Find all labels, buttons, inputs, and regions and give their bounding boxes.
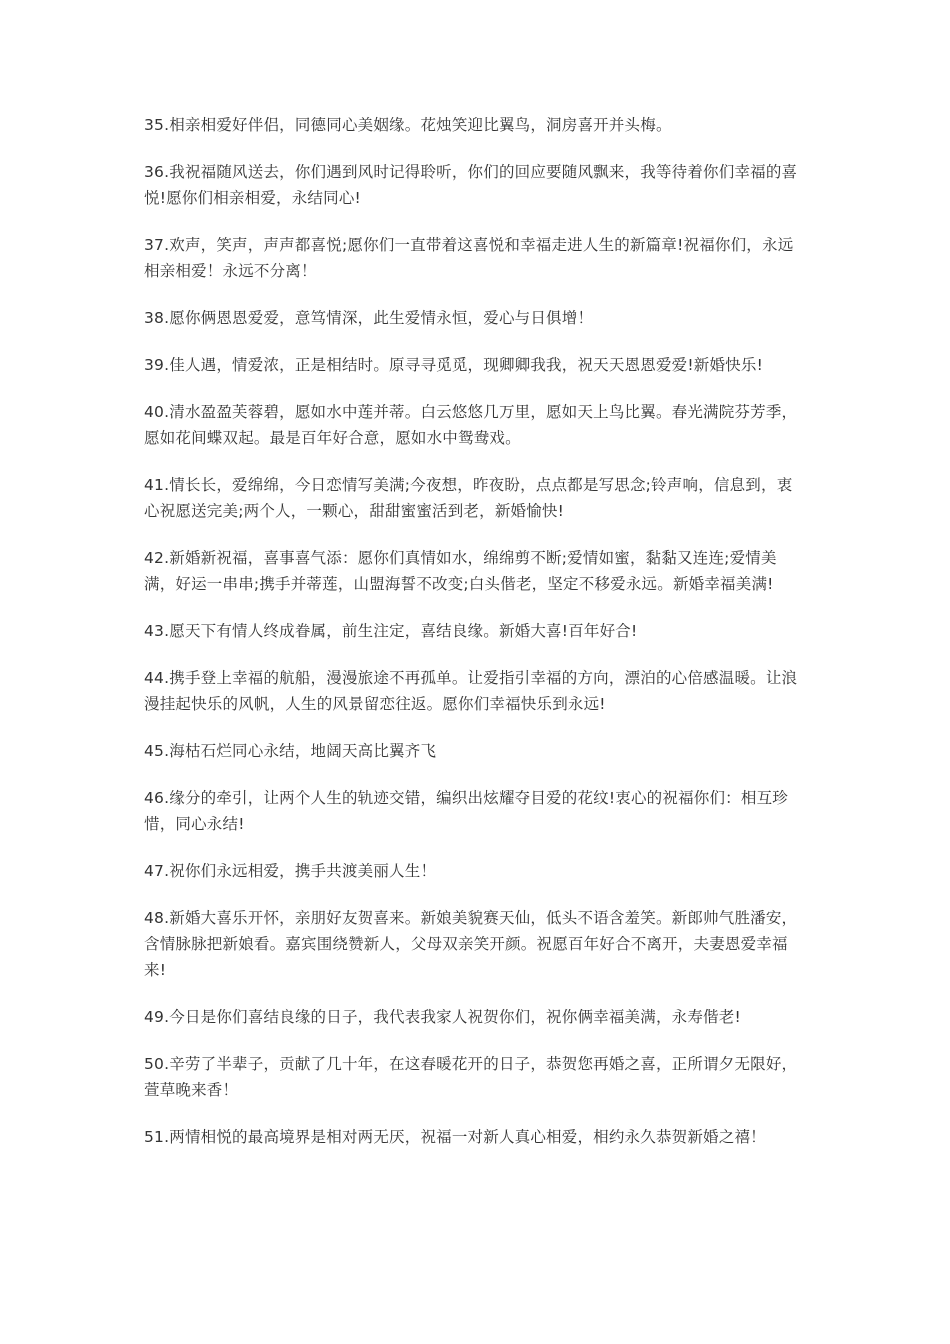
paragraph-51: 51.两情相悦的最高境界是相对两无厌，祝福一对新人真心相爱，相约永久恭贺新婚之禧！ [144, 1128, 766, 1146]
paragraph-40: 40.清水盈盈芙蓉碧，愿如水中莲并蒂。白云悠悠几万里，愿如天上鸟比翼。春光满院芬芳季，愿如花间蝶双起。最是百年好合意，愿如水中鸳鸯戏。 [144, 403, 798, 447]
paragraph-39: 39.佳人遇，情爱浓，正是相结时。原寻寻觅觅，现卿卿我我，祝天天恩恩爱爱!新婚快乐! [144, 356, 763, 374]
paragraph-41: 41.情长长，爱绵绵，今日恋情写美满;今夜想，昨夜盼，点点都是写思念;铃声响，信息到，衷心祝愿送完美;两个人，一颗心，甜甜蜜蜜活到老，新婚愉快! [144, 476, 793, 520]
paragraph-45: 45.海枯石烂同心永结，地阔天高比翼齐飞 [144, 742, 437, 760]
paragraph-46: 46.缘分的牵引，让两个人生的轨迹交错，编织出炫耀夺目爱的花纹!衷心的祝福你们：相互珍惜，同心永结! [144, 789, 788, 833]
paragraph-48: 48.新婚大喜乐开怀，亲朋好友贺喜来。新娘美貌赛天仙，低头不语含羞笑。新郎帅气胜潘安，含情脉脉把新娘看。嘉宾围绕赞新人，父母双亲笑开颜。祝愿百年好合不离开，夫妻恩爱幸福来! [144, 909, 798, 979]
document-body [144, 112, 806, 1171]
paragraph-43: 43.愿天下有情人终成眷属，前生注定，喜结良缘。新婚大喜!百年好合! [144, 622, 638, 640]
paragraph-44: 44.携手登上幸福的航船，漫漫旅途不再孤单。让爱指引幸福的方向，漂泊的心倍感温暖。让浪漫挂起快乐的风帆，人生的风景留恋往返。愿你们幸福快乐到永远! [144, 669, 798, 713]
paragraph-49: 49.今日是你们喜结良缘的日子，我代表我家人祝贺你们，祝你俩幸福美满，永寿偕老! [144, 1008, 741, 1026]
paragraph-42: 42.新婚新祝福，喜事喜气添：愿你们真情如水，绵绵剪不断;爱情如蜜，黏黏又连连;爱情美满，好运一串串;携手并蒂莲，山盟海誓不改变;白头偕老，坚定不移爱永远。新婚幸福美满! [144, 549, 777, 593]
paragraph-37: 37.欢声，笑声，声声都喜悦;愿你们一直带着这喜悦和幸福走进人生的新篇章!祝福你们，永远相亲相爱！永远不分离！ [144, 236, 794, 280]
paragraph-47: 47.祝你们永远相爱，携手共渡美丽人生！ [144, 862, 437, 880]
paragraph-38: 38.愿你俩恩恩爱爱，意笃情深，此生爱情永恒，爱心与日俱增！ [144, 309, 594, 327]
paragraph-35: 35.相亲相爱好伴侣，同德同心美姻缘。花烛笑迎比翼鸟，洞房喜开并头梅。 [144, 116, 672, 134]
paragraph-36: 36.我祝福随风送去，你们遇到风时记得聆听，你们的回应要随风飘来，我等待着你们幸福的喜悦!愿你们相亲相爱，永结同心! [144, 163, 798, 207]
paragraph-50: 50.辛劳了半辈子，贡献了几十年，在这春暖花开的日子，恭贺您再婚之喜，正所谓夕无限好，萱草晚来香！ [144, 1055, 798, 1099]
